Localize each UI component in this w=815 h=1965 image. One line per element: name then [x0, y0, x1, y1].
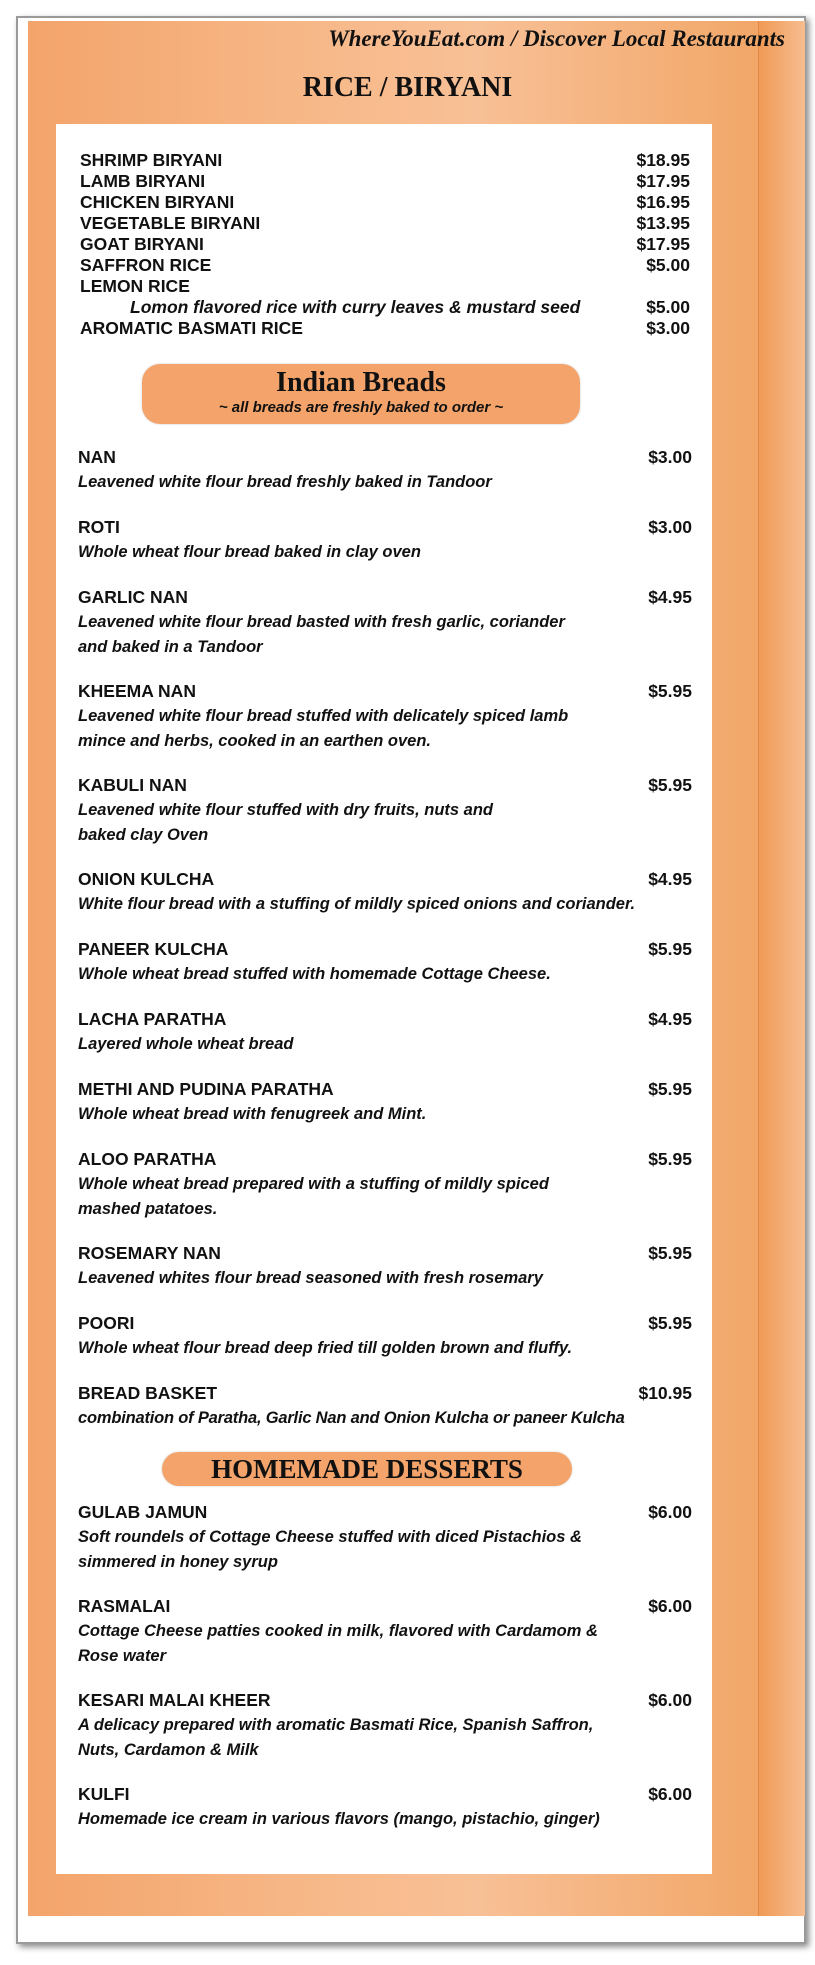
rice-item-description	[80, 297, 690, 318]
item-description: Whole wheat bread prepared with a stuffing of mildly spiced mashed patatoes.	[78, 1175, 549, 1218]
item-name: KHEEMA NAN	[78, 681, 196, 701]
item-description: Leavened white flour stuffed with dry fruits, nuts and baked clay Oven	[78, 801, 493, 844]
item-price: $4.95	[648, 587, 692, 607]
item-description: Leavened whites flour bread seasoned with fresh rosemary	[78, 1269, 543, 1287]
item-description: Soft roundels of Cottage Cheese stuffed with diced Pistachios & simmered in honey syrup	[78, 1528, 582, 1571]
item-name: ALOO PARATHA	[78, 1149, 217, 1169]
item-description: Whole wheat bread with fenugreek and Mint.	[78, 1105, 427, 1123]
menu-item	[78, 1243, 692, 1291]
rice-item	[80, 276, 690, 297]
item-price: $3.00	[646, 318, 690, 338]
item-name: GULAB JAMUN	[78, 1502, 208, 1522]
rice-item	[80, 171, 690, 192]
desserts-section-header	[162, 1452, 572, 1486]
item-description: Lomon flavored rice with curry leaves & mustard seed	[130, 297, 581, 317]
menu-item	[78, 1690, 692, 1763]
rice-item	[80, 192, 690, 213]
item-price: $13.95	[636, 213, 690, 233]
item-price: $4.95	[648, 1009, 692, 1029]
menu-item	[78, 869, 692, 917]
item-name: KABULI NAN	[78, 775, 187, 795]
item-name: BREAD BASKET	[78, 1383, 218, 1403]
menu-item	[78, 447, 692, 495]
item-price: $10.95	[638, 1383, 692, 1403]
item-price	[620, 276, 690, 297]
item-price: $3.00	[648, 517, 692, 537]
item-price: $17.95	[636, 171, 690, 191]
rice-item	[80, 150, 690, 171]
site-header-link[interactable]: WhereYouEat.com / Discover Local Restaurants	[328, 26, 785, 51]
item-price: $3.00	[648, 447, 692, 467]
item-price: $5.95	[648, 681, 692, 701]
item-name: ROSEMARY NAN	[78, 1243, 221, 1263]
menu-item	[78, 587, 692, 660]
item-description: Leavened white flour bread freshly baked in Tandoor	[78, 473, 492, 491]
item-description: Homemade ice cream in various flavors (mango, pistachio, ginger)	[78, 1810, 600, 1828]
rice-item	[80, 318, 690, 339]
item-price: $18.95	[636, 150, 690, 170]
item-price: $5.95	[648, 775, 692, 795]
menu-item	[78, 1383, 692, 1431]
menu-item	[78, 775, 692, 848]
item-name: KESARI MALAI KHEER	[78, 1690, 271, 1710]
item-name: NAN	[78, 447, 116, 467]
menu-item	[78, 1079, 692, 1127]
item-name: METHI AND PUDINA PARATHA	[78, 1079, 334, 1099]
item-price: $5.95	[648, 939, 692, 959]
item-name: ONION KULCHA	[78, 869, 215, 889]
item-description: White flour bread with a stuffing of mildly spiced onions and coriander.	[78, 895, 636, 913]
item-name: SAFFRON RICE	[80, 255, 212, 275]
item-price: $5.95	[648, 1079, 692, 1099]
item-price: $6.00	[648, 1784, 692, 1804]
item-name: CHICKEN BIRYANI	[80, 192, 235, 212]
item-name: POORI	[78, 1313, 135, 1333]
rice-item	[80, 234, 690, 255]
item-name: GOAT BIRYANI	[80, 234, 204, 254]
item-name: RASMALAI	[78, 1596, 171, 1616]
item-name: LEMON RICE	[80, 276, 190, 296]
item-description: Layered whole wheat bread	[78, 1035, 294, 1053]
desserts-title: HOMEMADE DESSERTS	[211, 1454, 523, 1484]
item-price: $5.95	[648, 1243, 692, 1263]
menu-item	[78, 517, 692, 565]
item-description: A delicacy prepared with aromatic Basmati Rice, Spanish Saffron, Nuts, Cardamon & Milk	[78, 1716, 594, 1759]
item-price: $17.95	[636, 234, 690, 254]
menu-item	[78, 1502, 692, 1575]
item-name: GARLIC NAN	[78, 587, 188, 607]
menu-item	[78, 1149, 692, 1222]
menu-item	[78, 1784, 692, 1832]
item-price: $16.95	[636, 192, 690, 212]
rice-section-title: RICE / BIRYANI	[302, 72, 513, 103]
item-price: $5.95	[648, 1149, 692, 1169]
menu-item	[78, 1009, 692, 1057]
item-name: LAMB BIRYANI	[80, 171, 206, 191]
menu-item	[78, 939, 692, 987]
item-name: KULFI	[78, 1784, 130, 1804]
menu-fold-edge	[758, 21, 805, 1916]
item-price: $6.00	[648, 1502, 692, 1522]
breads-title: Indian Breads	[276, 367, 446, 398]
menu-item	[78, 681, 692, 754]
item-description: Leavened white flour bread basted with fresh garlic, coriander and baked in a Tandoor	[78, 613, 565, 656]
item-description: Whole wheat bread stuffed with homemade Cottage Cheese.	[78, 965, 551, 983]
item-description: Cottage Cheese patties cooked in milk, flavored with Cardamom & Rose water	[78, 1622, 598, 1665]
item-description: Leavened white flour bread stuffed with delicately spiced lamb mince and herbs, cooked in an earthen oven.	[78, 707, 569, 750]
item-name: SHRIMP BIRYANI	[80, 150, 223, 170]
item-name: VEGETABLE BIRYANI	[80, 213, 261, 233]
rice-item	[80, 255, 690, 276]
breads-section-header	[142, 364, 580, 424]
item-description: combination of Paratha, Garlic Nan and Onion Kulcha or paneer Kulcha	[78, 1409, 625, 1427]
item-name: LACHA PARATHA	[78, 1009, 227, 1029]
item-name: AROMATIC BASMATI RICE	[80, 318, 303, 338]
menu-item	[78, 1313, 692, 1361]
menu-item	[78, 1596, 692, 1669]
item-price: $5.00	[646, 297, 690, 317]
item-description: Whole wheat flour bread baked in clay oven	[78, 543, 421, 561]
item-price: $6.00	[648, 1596, 692, 1616]
breads-subtitle: ~ all breads are freshly baked to order ~	[218, 399, 504, 416]
item-price: $4.95	[648, 869, 692, 889]
item-description: Whole wheat flour bread deep fried till golden brown and fluffy.	[78, 1339, 573, 1357]
item-price: $5.95	[648, 1313, 692, 1333]
item-name: PANEER KULCHA	[78, 939, 229, 959]
rice-item	[80, 213, 690, 234]
item-price: $6.00	[648, 1690, 692, 1710]
item-price: $5.00	[646, 255, 690, 275]
item-name: ROTI	[78, 517, 120, 537]
